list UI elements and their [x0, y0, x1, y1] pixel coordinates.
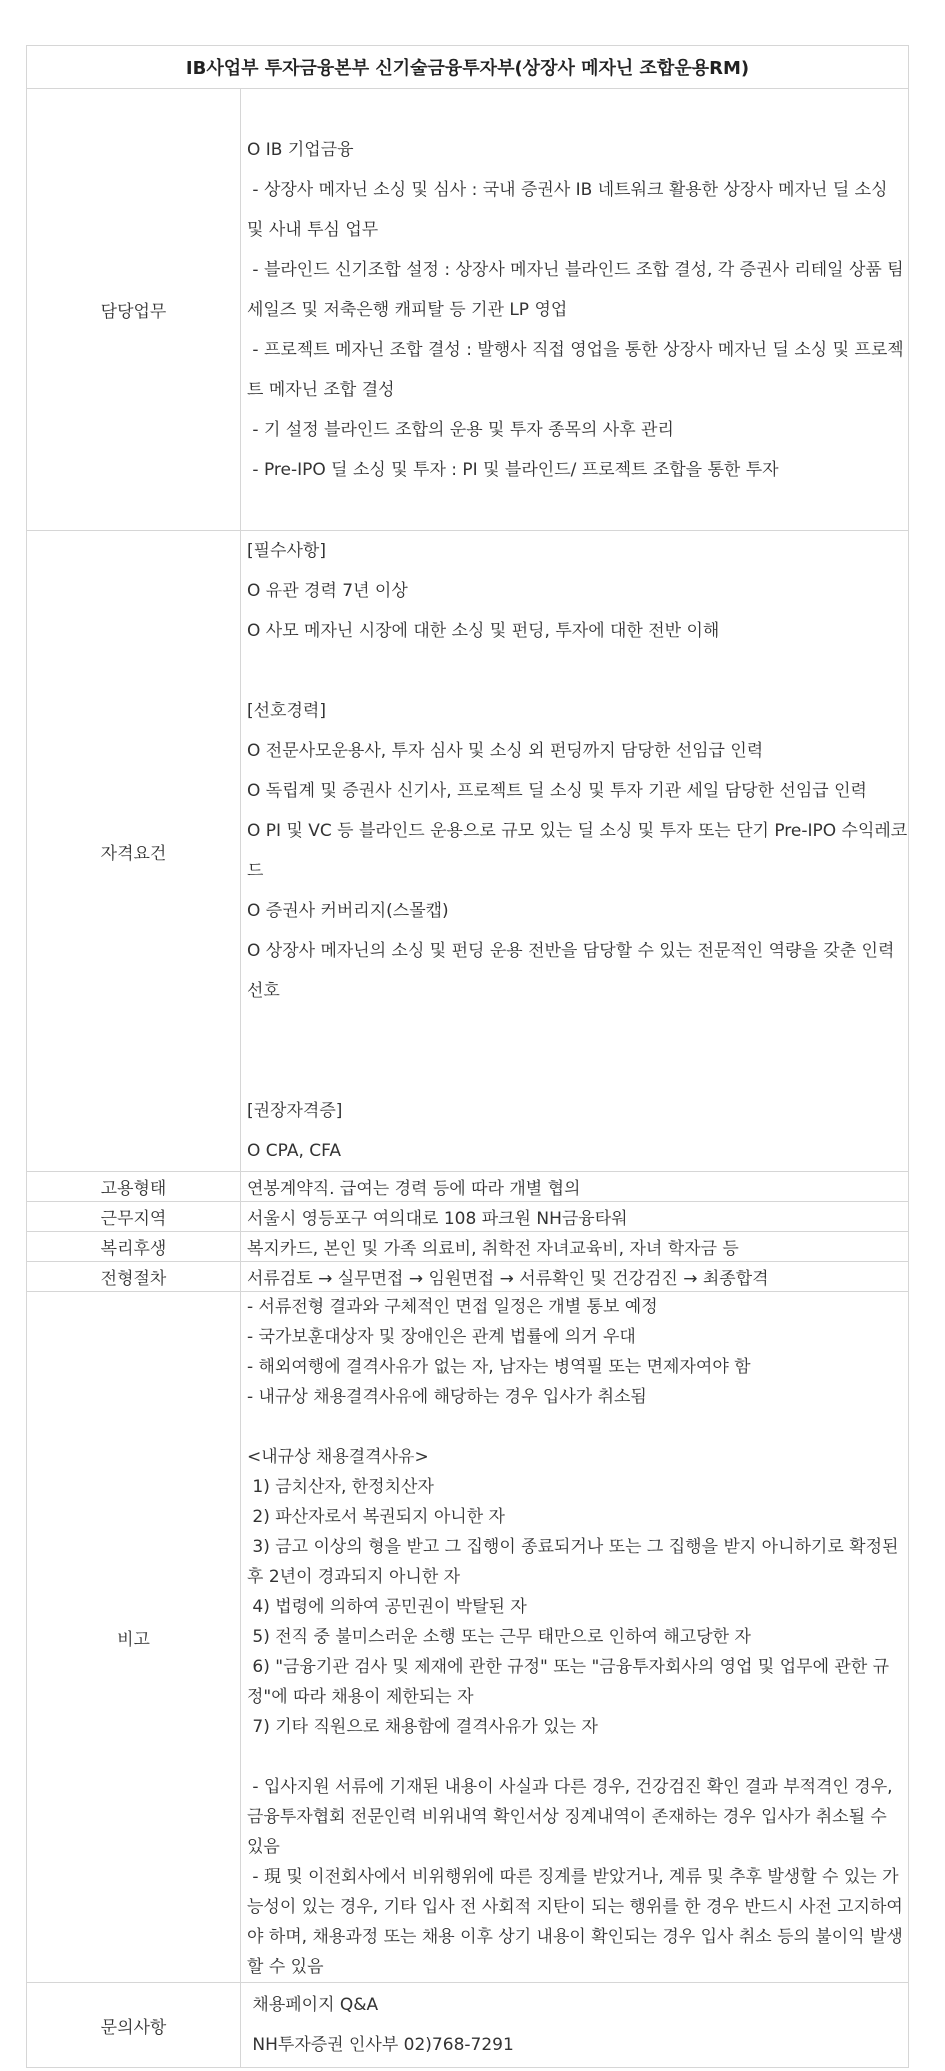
- preferred-item: O 증권사 커버리지(스몰캡): [247, 901, 449, 921]
- title-row: [27, 46, 909, 89]
- contact-content: [241, 1983, 909, 2068]
- employment-type-value: 연봉계약직. 급여는 경력 등에 따라 개별 협의: [241, 1172, 909, 1202]
- duty-line: - 블라인드 신기조합 설정 : 상장사 메자닌 블라인드 조합 결성, 각 증권사 리테일 상품 팀 세일즈 및 저축은행 캐피탈 등 기관 LP 영업: [247, 259, 910, 320]
- note-line: - 내규상 채용결격사유에 해당하는 경우 입사가 취소됨: [247, 1387, 647, 1407]
- hiring-process-label: 전형절차: [27, 1262, 241, 1292]
- disqualification-item: 3) 금고 이상의 형을 받고 그 집행이 종료되거나 또는 그 집행을 받지 아니하기로 확정된 후 2년이 경과되지 아니한 자: [247, 1537, 904, 1587]
- employment-type-label: 고용형태: [27, 1172, 241, 1202]
- contact-line: 채용페이지 Q&A: [247, 1995, 379, 2015]
- disqualification-item: 5) 전직 중 불미스러운 소행 또는 근무 태만으로 인하여 해고당한 자: [247, 1627, 751, 1647]
- spacer: [247, 1051, 908, 1091]
- preferred-heading: [선호경력]: [247, 701, 326, 721]
- spacer: [247, 1742, 908, 1772]
- employment-type-row: [27, 1172, 909, 1202]
- duty-line: O IB 기업금융: [247, 139, 354, 160]
- disqualification-item: 2) 파산자로서 복권되지 아니한 자: [247, 1507, 505, 1527]
- note-line: - 국가보훈대상자 및 장애인은 관계 법률에 의거 우대: [247, 1327, 636, 1347]
- required-item: O 사모 메자닌 시장에 대한 소싱 및 펀딩, 투자에 대한 전반 이해: [247, 621, 720, 641]
- preferred-item: O 독립계 및 증권사 신기사, 프로젝트 딜 소싱 및 투자 기관 세일 담당한 선임급 인력: [247, 781, 867, 801]
- disqualification-item: 6) "금융기관 검사 및 제재에 관한 규정" 또는 "금융투자회사의 영업 및 업무에 관한 규정"에 따라 채용이 제한되는 자: [247, 1657, 890, 1707]
- benefits-value: 복지카드, 본인 및 가족 의료비, 취학전 자녀교육비, 자녀 학자금 등: [241, 1232, 909, 1262]
- note-line: - 現 및 이전회사에서 비위행위에 따른 징계를 받았거나, 계류 및 추후 발생할 수 있는 가능성이 있는 경우, 기타 입사 전 사회적 지탄이 되는 행위를 한 경우 반드시 사전 고지하여야 하며, 채용과정 또는 채용 이후 상기 내용이 확인되는 경우 입사 취소 등의 불이익 발생할 수 있음: [247, 1867, 903, 1977]
- work-location-value: 서울시 영등포구 여의대로 108 파크원 NH금융타워: [241, 1202, 909, 1232]
- note-line: - 입사지원 서류에 기재된 내용이 사실과 다른 경우, 건강검진 확인 결과 부적격인 경우, 금융투자협회 전문인력 비위내역 확인서상 징계내역이 존재하는 경우 입사가 취소될 수 있음: [247, 1777, 898, 1857]
- notes-row: [27, 1292, 909, 1983]
- spacer: [247, 1011, 908, 1051]
- duties-row: [27, 89, 909, 531]
- posting-title: IB사업부 투자금융본부 신기술금융투자부(상장사 메자닌 조합운용RM): [27, 46, 909, 89]
- note-line: - 해외여행에 결격사유가 없는 자, 남자는 병역필 또는 면제자여야 함: [247, 1357, 751, 1377]
- hiring-process-value: 서류검토 → 실무면접 → 임원면접 → 서류확인 및 건강검진 → 최종합격: [241, 1262, 909, 1292]
- disqualification-item: 4) 법령에 의하여 공민권이 박탈된 자: [247, 1597, 527, 1617]
- contact-label: 문의사항: [27, 1983, 241, 2068]
- spacer: [247, 1412, 908, 1442]
- required-item: O 유관 경력 7년 이상: [247, 581, 408, 601]
- notes-label: 비고: [27, 1292, 241, 1983]
- duties-content: [241, 89, 909, 531]
- job-description-table: [26, 45, 909, 2068]
- work-location-label: 근무지역: [27, 1202, 241, 1232]
- benefits-label: 복리후생: [27, 1232, 241, 1262]
- duty-line: - 프로젝트 메자닌 조합 결성 : 발행사 직접 영업을 통한 상장사 메자닌 딜 소싱 및 프로젝트 메자닌 조합 결성: [247, 339, 904, 400]
- hiring-process-row: [27, 1262, 909, 1292]
- requirements-label: 자격요건: [27, 531, 241, 1172]
- benefits-row: [27, 1232, 909, 1262]
- duty-line: - 기 설정 블라인드 조합의 운용 및 투자 종목의 사후 관리: [247, 419, 674, 440]
- work-location-row: [27, 1202, 909, 1232]
- required-heading: [필수사항]: [247, 541, 326, 561]
- job-posting: [26, 45, 908, 2068]
- contact-row: [27, 1983, 909, 2068]
- cert-heading: [권장자격증]: [247, 1101, 343, 1121]
- spacer: [247, 651, 908, 691]
- duty-line: - Pre-IPO 딜 소싱 및 투자 : PI 및 블라인드/ 프로젝트 조합을 통한 투자: [247, 459, 779, 480]
- contact-line: NH투자증권 인사부 02)768-7291: [247, 2035, 514, 2055]
- disqualification-heading: <내규상 채용결격사유>: [247, 1447, 429, 1467]
- note-line: - 서류전형 결과와 구체적인 면접 일정은 개별 통보 예정: [247, 1297, 658, 1317]
- requirements-content: [241, 531, 909, 1172]
- disqualification-item: 1) 금치산자, 한정치산자: [247, 1477, 434, 1497]
- duties-label: 담당업무: [27, 89, 241, 531]
- preferred-item: O PI 및 VC 등 블라인드 운용으로 규모 있는 딜 소싱 및 투자 또는 단기 Pre-IPO 수익레코드: [247, 821, 908, 881]
- preferred-item: O 상장사 메자닌의 소싱 및 펀딩 운용 전반을 담당할 수 있는 전문적인 역량을 갖춘 인력 선호: [247, 941, 900, 1001]
- cert-item: O CPA, CFA: [247, 1141, 341, 1161]
- requirements-row: [27, 531, 909, 1172]
- notes-content: [241, 1292, 909, 1983]
- duty-line: - 상장사 메자닌 소싱 및 심사 : 국내 증권사 IB 네트워크 활용한 상장사 메자닌 딜 소싱 및 사내 투심 업무: [247, 179, 893, 240]
- disqualification-item: 7) 기타 직원으로 채용함에 결격사유가 있는 자: [247, 1717, 598, 1737]
- preferred-item: O 전문사모운용사, 투자 심사 및 소싱 외 펀딩까지 담당한 선임급 인력: [247, 741, 764, 761]
